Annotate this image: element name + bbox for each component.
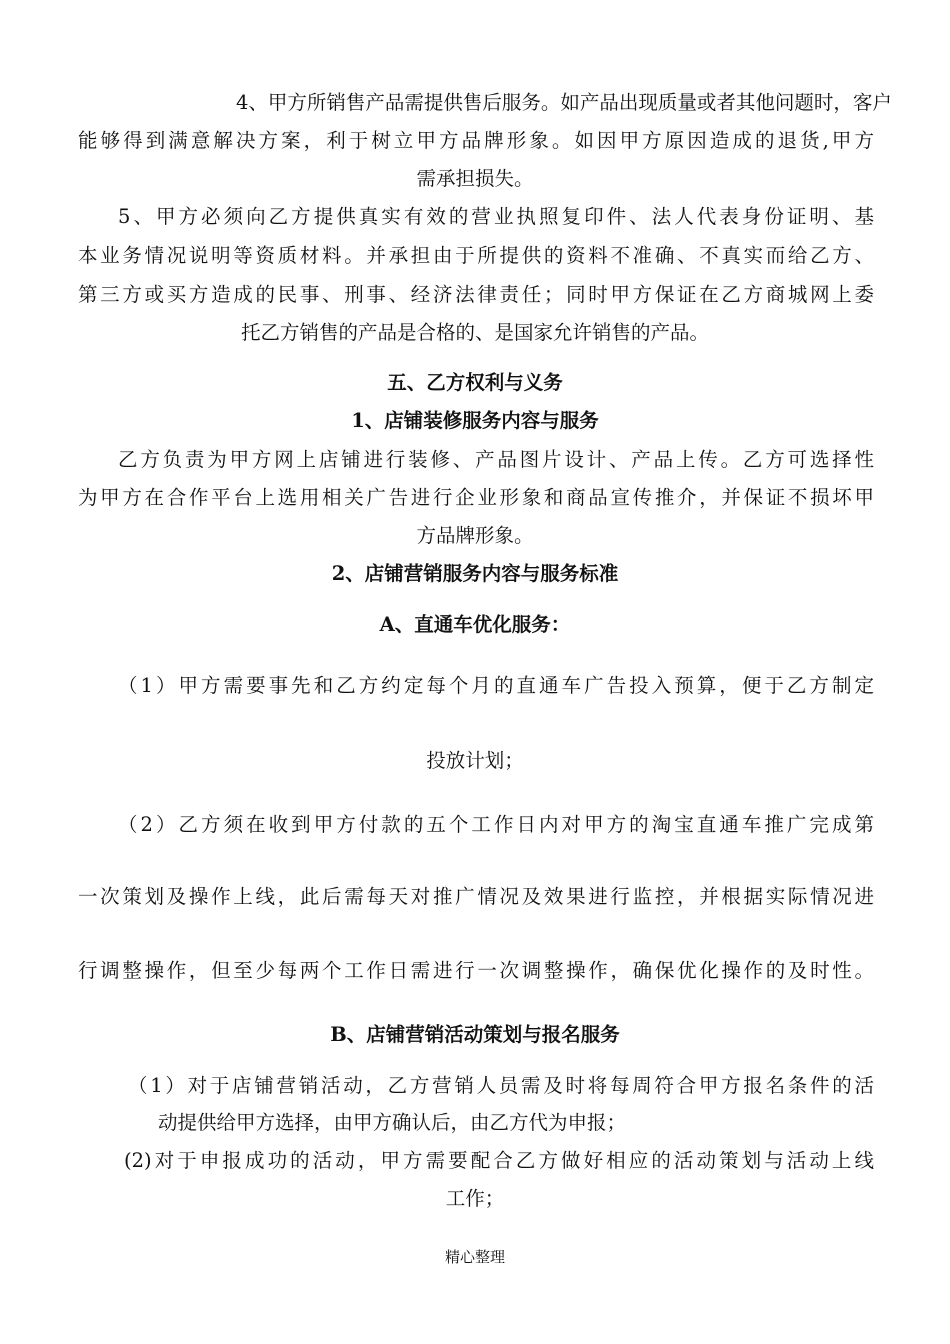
part-a-item-2-line-3: 行调整操作，但至少每两个工作日需进行一次调整操作，确保优化操作的及时性。 bbox=[78, 959, 874, 982]
clause4-line-3: 需承担损失。 bbox=[416, 167, 534, 190]
clause4-line-1: 4、甲方所销售产品需提供售后服务。如产品出现质量或者其他问题时，客户 bbox=[236, 91, 892, 114]
subsection-1-line-3: 方品牌形象。 bbox=[416, 524, 534, 547]
part-a-item-1-line-2: 投放计划； bbox=[426, 749, 524, 772]
part-b-item-1-line-2: 动提供给甲方选择，由甲方确认后，由乙方代为申报； bbox=[158, 1111, 627, 1134]
part-b-title: B、店铺营销活动策划与报名服务 bbox=[330, 1023, 620, 1046]
part-a-title: A、直通车优化服务： bbox=[379, 613, 571, 636]
part-b-item-2-line-2: 工作； bbox=[445, 1187, 505, 1210]
page-footer: 精心整理 bbox=[444, 1248, 505, 1266]
subsection-2-title: 2、店铺营销服务内容与服务标准 bbox=[331, 562, 619, 585]
subsection-1-title: 1、店铺装修服务内容与服务 bbox=[351, 409, 599, 432]
clause5-line-4: 托乙方销售的产品是合格的、是国家允许销售的产品。 bbox=[240, 321, 709, 344]
subsection-1-line-2: 为甲方在合作平台上选用相关广告进行企业形象和商品宣传推介，并保证不损坏甲 bbox=[78, 486, 874, 509]
section-title: 五、乙方权利与义务 bbox=[387, 371, 563, 394]
clause5-line-1: 5、甲方必须向乙方提供真实有效的营业执照复印件、法人代表身份证明、基 bbox=[118, 205, 874, 228]
part-a-item-1-line-1: （1）甲方需要事先和乙方约定每个月的直通车广告投入预算，便于乙方制定 bbox=[118, 674, 874, 697]
part-a-item-2-line-2: 一次策划及操作上线，此后需每天对推广情况及效果进行监控，并根据实际情况进 bbox=[78, 885, 874, 908]
part-b-item-1-line-1: （1）对于店铺营销活动，乙方营销人员需及时将每周符合甲方报名条件的活 bbox=[128, 1074, 874, 1097]
clause5-line-3: 第三方或买方造成的民事、刑事、经济法律责任；同时甲方保证在乙方商城网上委 bbox=[78, 283, 874, 306]
part-b-item-2-line-1: (2)对于申报成功的活动，甲方需要配合乙方做好相应的活动策划与活动上线 bbox=[124, 1149, 874, 1172]
subsection-1-line-1: 乙方负责为甲方网上店铺进行装修、产品图片设计、产品上传。乙方可选择性 bbox=[118, 448, 874, 471]
clause5-line-2: 本业务情况说明等资质材料。并承担由于所提供的资料不准确、不真实而给乙方、 bbox=[78, 244, 874, 267]
clause4-line-2: 能够得到满意解决方案，利于树立甲方品牌形象。如因甲方原因造成的退货,甲方 bbox=[78, 129, 874, 152]
part-a-item-2-line-1: （2）乙方须在收到甲方付款的五个工作日内对甲方的淘宝直通车推广完成第 bbox=[118, 813, 874, 836]
